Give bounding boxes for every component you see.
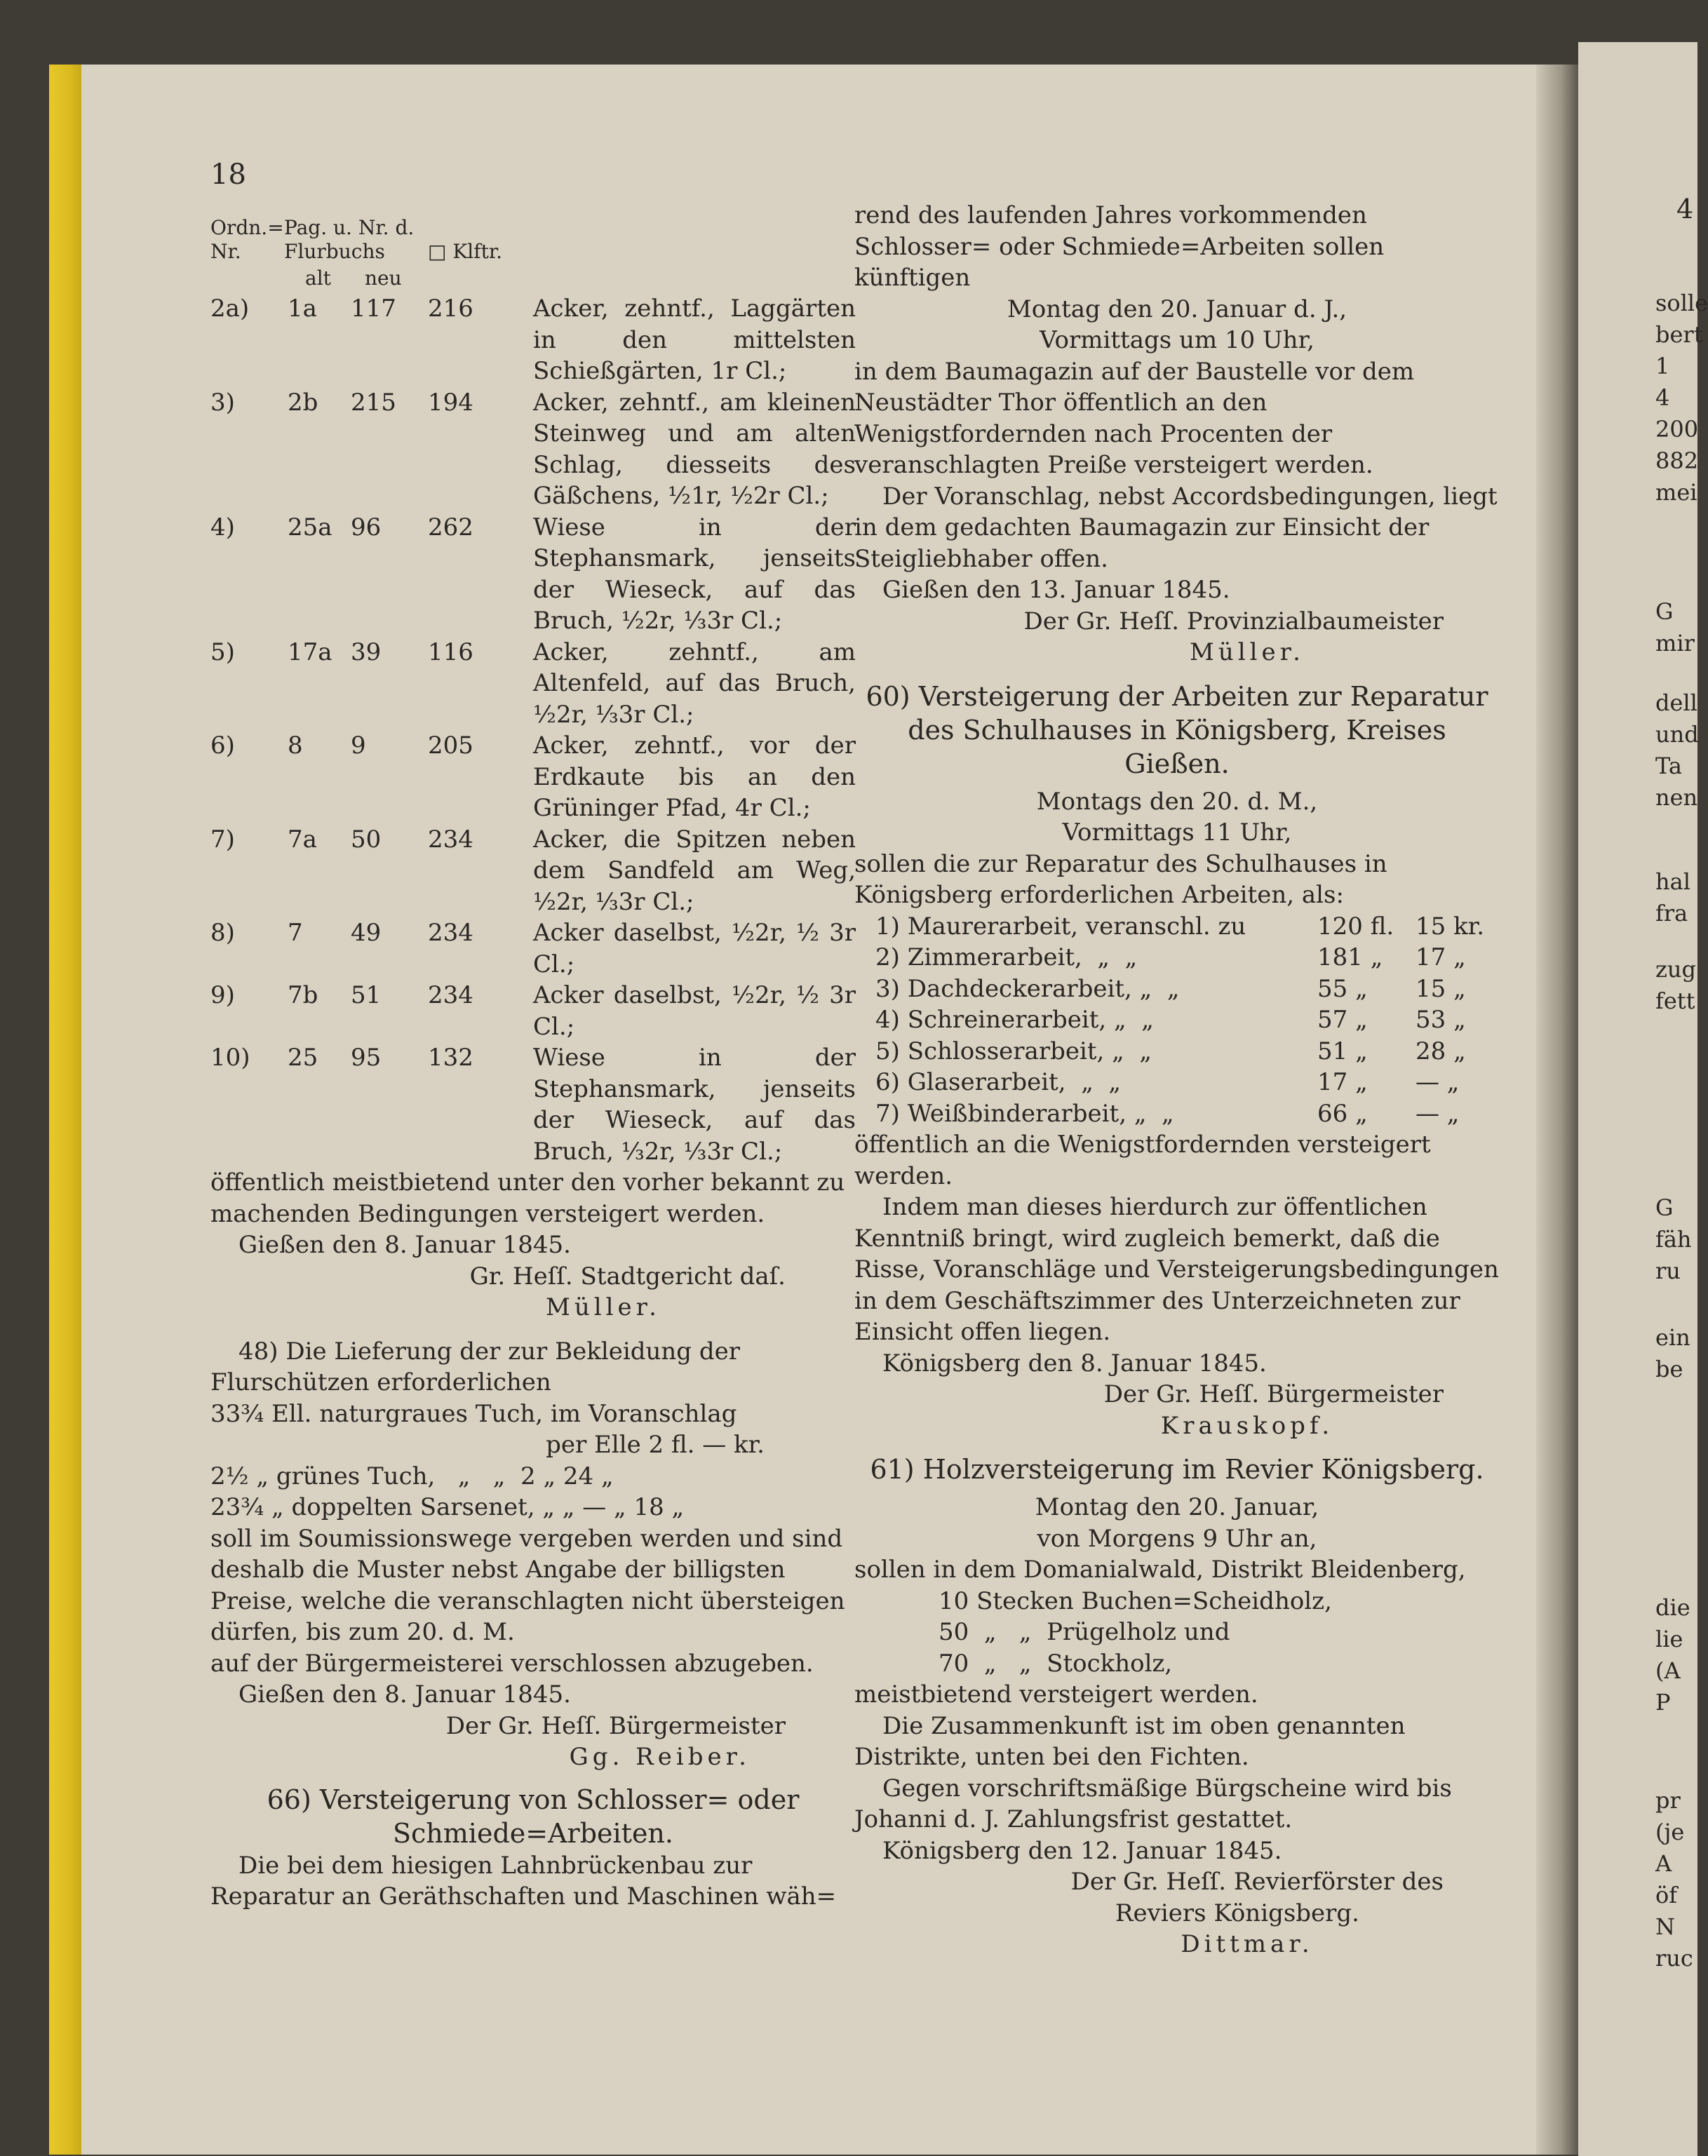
edge-fragment: bert [1655,321,1703,348]
row-klftr: 205 [428,732,473,760]
n60-b: Vormittags 11 Uhr, [1062,818,1292,847]
edge-fragment: zug [1655,956,1696,983]
row-number: 7) [210,825,235,854]
r-c1: rend des laufenden Jahres vorkommenden Schlosser= oder Schmiede=Arbeiten sollen künftigen [854,201,1385,292]
n61-g: meistbietend versteigert werden. [854,1680,1258,1709]
row-neu: 96 [351,513,382,541]
edge-fragment: N [1655,1913,1675,1940]
left-column [210,216,856,1913]
row-description: Acker, zehntf., am Altenfeld, auf das Bruch, ½2r, ⅓3r Cl.; [533,638,856,729]
edge-fragment: 200 [1655,416,1699,443]
header-klftr: □ Klftr. [428,240,503,263]
parcel-table [210,293,856,1167]
n60-c: sollen die zur Reparatur des Schulhauses in Königsberg erforderlichen Arbeiten, als: [854,849,1387,909]
work-kr: 15 kr. [1416,912,1484,941]
work-name: 1) Maurerarbeit, veranschl. zu [875,912,1246,941]
row-description: Acker, zehntf., vor der Erdkaute bis an den Grüninger Pfad, 4r Cl.; [533,732,856,822]
n61-a: Montag den 20. Januar, [1035,1493,1319,1521]
table-row [210,824,856,918]
edge-fragment: lie [1655,1626,1683,1652]
n48-intro: 48) Die Lieferung der zur Bekleidung der Flurschützen erforderlichen [210,1337,740,1396]
edge-fragment: 4 [1655,384,1670,411]
row-number: 9) [210,981,235,1009]
row-neu: 95 [351,1044,382,1072]
n61-c: sollen in dem Domanialwald, Distrikt Bleidenberg, [854,1556,1466,1584]
work-name: 5) Schlosserarbeit, „ „ [875,1037,1152,1065]
edge-fragment: die [1655,1594,1690,1621]
work-fl: 17 „ [1317,1068,1368,1096]
work-item [854,1004,1500,1036]
edge-fragment: hal [1655,868,1690,895]
table-row [210,917,856,980]
work-item [854,911,1500,943]
yellow-page-edge [49,65,81,2155]
row-klftr: 262 [428,513,473,541]
edge-fragment: P [1655,1689,1671,1716]
n48-date: Gießen den 8. Januar 1845. [238,1680,571,1709]
header-ordn: Ordn.= Nr. [210,216,284,263]
work-name: 7) Weißbinderarbeit, „ „ [875,1099,1174,1128]
n61-f: 70 „ „ Stockholz, [939,1649,1173,1678]
work-item [854,1098,1500,1130]
edge-fragment: dell [1655,689,1697,716]
n61-d: 10 Stecken Buchen=Scheidholz, [939,1586,1332,1615]
n48-sig1: Der Gr. Heſſ. Bürgermeister [445,1711,786,1740]
row-klftr: 234 [428,981,473,1009]
n48-l2: per Elle 2 fl. — kr. [546,1431,765,1459]
edge-fragment: mir [1655,630,1695,656]
row-neu: 117 [351,295,396,323]
n61-heading: 61) Holzversteigerung im Revier Königsberg. [870,1454,1484,1485]
work-fl: 120 fl. [1317,912,1394,941]
row-description: Acker, die Spitzen neben dem Sandfeld am Weg, ½2r, ⅓3r Cl.; [533,825,856,916]
n60-d: öffentlich an die Wenigstfordernden versteigert werden. [854,1131,1431,1190]
r-c7: Der Gr. Heſſ. Provinzialbaumeister [1023,607,1444,635]
work-fl: 66 „ [1317,1099,1368,1128]
r-c4: in dem Baumagazin auf der Baustelle vor dem Neustädter Thor öffentlich an den Wenigstfordernden nach Procenten der veranschlagten Preiße versteigert werden. [854,357,1415,479]
n48-l1: 33¾ Ell. naturgraues Tuch, im Voranschlag [210,1399,737,1428]
edge-fragment: mei [1655,479,1697,506]
n48-body2: auf der Bürgermeisterei verschlossen abzugeben. [210,1649,814,1678]
row-number: 8) [210,919,235,947]
edge-fragment: öf [1655,1882,1678,1908]
row-neu: 49 [351,919,382,947]
n61-sig1: Der Gr. Heſſ. Revierförster des [1070,1868,1444,1896]
row-klftr: 216 [428,295,473,323]
n61-date: Königsberg den 12. Januar 1845. [882,1836,1282,1865]
n61-h: Die Zusammenkunft ist im oben genannten Distrikte, unten bei den Fichten. [854,1711,1406,1771]
row-description: Wiese in der Stephansmark, jenseits der Wieseck, auf das Bruch, ⅓2r, ⅓3r Cl.; [533,1044,856,1166]
work-kr: — „ [1416,1068,1460,1096]
table-header [210,216,856,293]
n61-sig2: Reviers Königsberg. [1115,1899,1359,1927]
table-row [210,730,856,824]
row-klftr: 116 [428,638,473,666]
work-item [854,1036,1500,1067]
row-alt: 7b [288,981,318,1009]
row-alt: 1a [288,295,317,323]
row-number: 3) [210,388,235,417]
n61-b: von Morgens 9 Uhr an, [1037,1524,1317,1553]
row-description: Acker, zehntf., am kleinen Steinweg und am alten Schlag, diesseits des Gäßchens, ½1r, ½2r Cl.; [533,388,856,510]
work-item [854,973,1500,1005]
n66-heading: 66) Versteigerung von Schlosser= oder Schmiede=Arbeiten. [267,1784,800,1849]
row-number: 4) [210,513,235,541]
row-alt: 8 [288,732,303,760]
book-gutter [1536,65,1578,2155]
n66-body: Die bei dem hiesigen Lahnbrückenbau zur Reparatur an Geräthschaften und Maschinen wäh= [210,1851,837,1911]
row-alt: 7a [288,825,317,854]
edge-fragment: (je [1655,1819,1685,1845]
r-c8: Müller. [1190,638,1305,666]
n48-l4: 23¾ „ doppelten Sarsenet, „ „ — „ 18 „ [210,1493,685,1521]
edge-fragment: fra [1655,900,1688,927]
left-p1-sig1: Gr. Heſſ. Stadtgericht daſ. [469,1262,786,1291]
row-klftr: 194 [428,388,473,417]
r-c5: Der Voranschlag, nebst Accordsbedingungen, liegt in dem gedachten Baumagazin zur Einsicht der Steigliebhaber offen. [854,482,1498,573]
work-fl: 51 „ [1317,1037,1368,1065]
row-number: 6) [210,732,235,760]
r-c6: Gießen den 13. Januar 1845. [882,576,1230,604]
row-neu: 39 [351,638,382,666]
row-description: Wiese in der Stephansmark, jenseits der Wieseck, auf das Bruch, ½2r, ⅓3r Cl.; [533,513,856,635]
row-number: 10) [210,1044,250,1072]
row-alt: 25 [288,1044,318,1072]
n61-i: Gegen vorschriftsmäßige Bürgscheine wird bis Johanni d. J. Zahlungsfrist gestattet. [854,1774,1452,1833]
edge-fragment: A [1655,1850,1672,1877]
row-neu: 50 [351,825,382,854]
work-name: 3) Dachdeckerarbeit, „ „ [875,974,1180,1003]
work-kr: 15 „ [1416,974,1466,1003]
n48-sig2: Gg. Reiber. [569,1743,751,1771]
n60-e: Indem man dieses hierdurch zur öffentlichen Kenntniß bringt, wird zugleich bemerkt, daß die Risse, Voranschläge und Versteigerungsbedingungen in dem Geschäftszimmer des Unterzeichneten zur Einsicht offen liegen. [854,1193,1499,1346]
left-p1: öffentlich meistbietend unter den vorher bekannt zu machenden Bedingungen versteigert werden. [210,1168,845,1228]
row-number: 5) [210,638,235,666]
work-name: 2) Zimmerarbeit, „ „ [875,943,1138,971]
header-pag: Pag. u. Nr. d. Flurbuchs [284,216,415,263]
r-c3: Vormittags um 10 Uhr, [1040,326,1314,354]
row-alt: 7 [288,919,303,947]
n60-heading: 60) Versteigerung der Arbeiten zur Reparatur des Schulhauses in Königsberg, Kreises Gießen. [866,680,1488,779]
work-item [854,942,1500,973]
table-row [210,980,856,1042]
table-row [210,512,856,637]
table-row [210,387,856,512]
n61-e: 50 „ „ Prügelholz und [939,1618,1230,1646]
row-klftr: 132 [428,1044,473,1072]
edge-fragment: pr [1655,1787,1681,1814]
row-klftr: 234 [428,919,473,947]
works-list [854,911,1500,1130]
work-fl: 181 „ [1317,943,1383,971]
table-row [210,293,856,387]
work-fl: 55 „ [1317,974,1368,1003]
left-p1-sig2: Müller. [546,1293,661,1321]
row-neu: 9 [351,732,366,760]
edge-fragment: fett [1655,988,1695,1014]
n60-sig1: Der Gr. Heſſ. Bürgermeister [1103,1380,1444,1408]
work-kr: 17 „ [1416,943,1466,971]
n61-sig3: Dittmar. [1181,1930,1314,1958]
n60-a: Montags den 20. d. M., [1036,787,1318,816]
right-column [854,200,1500,1960]
row-klftr: 234 [428,825,473,854]
edge-fragment: und [1655,721,1699,748]
edge-fragment: 1 [1655,353,1670,379]
edge-fragment: Ta [1655,753,1682,779]
row-alt: 2b [288,388,318,417]
work-name: 6) Glaserarbeit, „ „ [875,1068,1122,1096]
work-fl: 57 „ [1317,1006,1368,1034]
row-neu: 51 [351,981,382,1009]
table-row [210,637,856,731]
header-neu: neu [365,267,402,290]
edge-fragment: G [1655,598,1674,625]
table-row [210,1042,856,1167]
work-kr: 53 „ [1416,1006,1466,1034]
edge-fragment: ein [1655,1324,1690,1351]
row-description: Acker daselbst, ½2r, ½ 3r Cl.; [533,919,856,978]
work-item [854,1067,1500,1098]
left-p1-date: Gießen den 8. Januar 1845. [238,1231,571,1259]
n48-l3: 2½ „ grünes Tuch, „ „ 2 „ 24 „ [210,1462,614,1490]
header-alt: alt [305,267,331,290]
r-c2: Montag den 20. Januar d. J., [1007,295,1347,323]
edge-fragment: (A [1655,1657,1681,1684]
row-description: Acker daselbst, ½2r, ½ 3r Cl.; [533,981,856,1041]
edge-fragment: nen [1655,784,1698,811]
edge-fragment: ru [1655,1258,1681,1284]
n60-date: Königsberg den 8. Januar 1845. [882,1349,1267,1377]
page-number: 18 [210,159,246,191]
n60-sig2: Krauskopf. [1160,1411,1334,1440]
row-neu: 215 [351,388,396,417]
row-alt: 25a [288,513,332,541]
next-page-number: 4 [1676,194,1694,224]
row-description: Acker, zehntf., Laggärten in den mittelsten Schießgärten, 1r Cl.; [533,295,856,385]
row-number: 2a) [210,295,250,323]
edge-fragment: 882 [1655,447,1699,474]
edge-fragment: solle [1655,290,1708,316]
row-alt: 17a [288,638,332,666]
work-kr: — „ [1416,1099,1460,1128]
work-name: 4) Schreinerarbeit, „ „ [875,1006,1154,1034]
edge-fragment: fäh [1655,1226,1692,1253]
edge-fragment: ruc [1655,1945,1693,1972]
n48-body: soll im Soumissionswege vergeben werden und sind deshalb die Muster nebst Angabe der billigsten Preise, welche die veranschlagten nicht übersteigen dürfen, bis zum 20. d. M. [210,1524,845,1646]
edge-fragment: G [1655,1194,1674,1221]
work-kr: 28 „ [1416,1037,1466,1065]
edge-fragment: be [1655,1356,1683,1382]
